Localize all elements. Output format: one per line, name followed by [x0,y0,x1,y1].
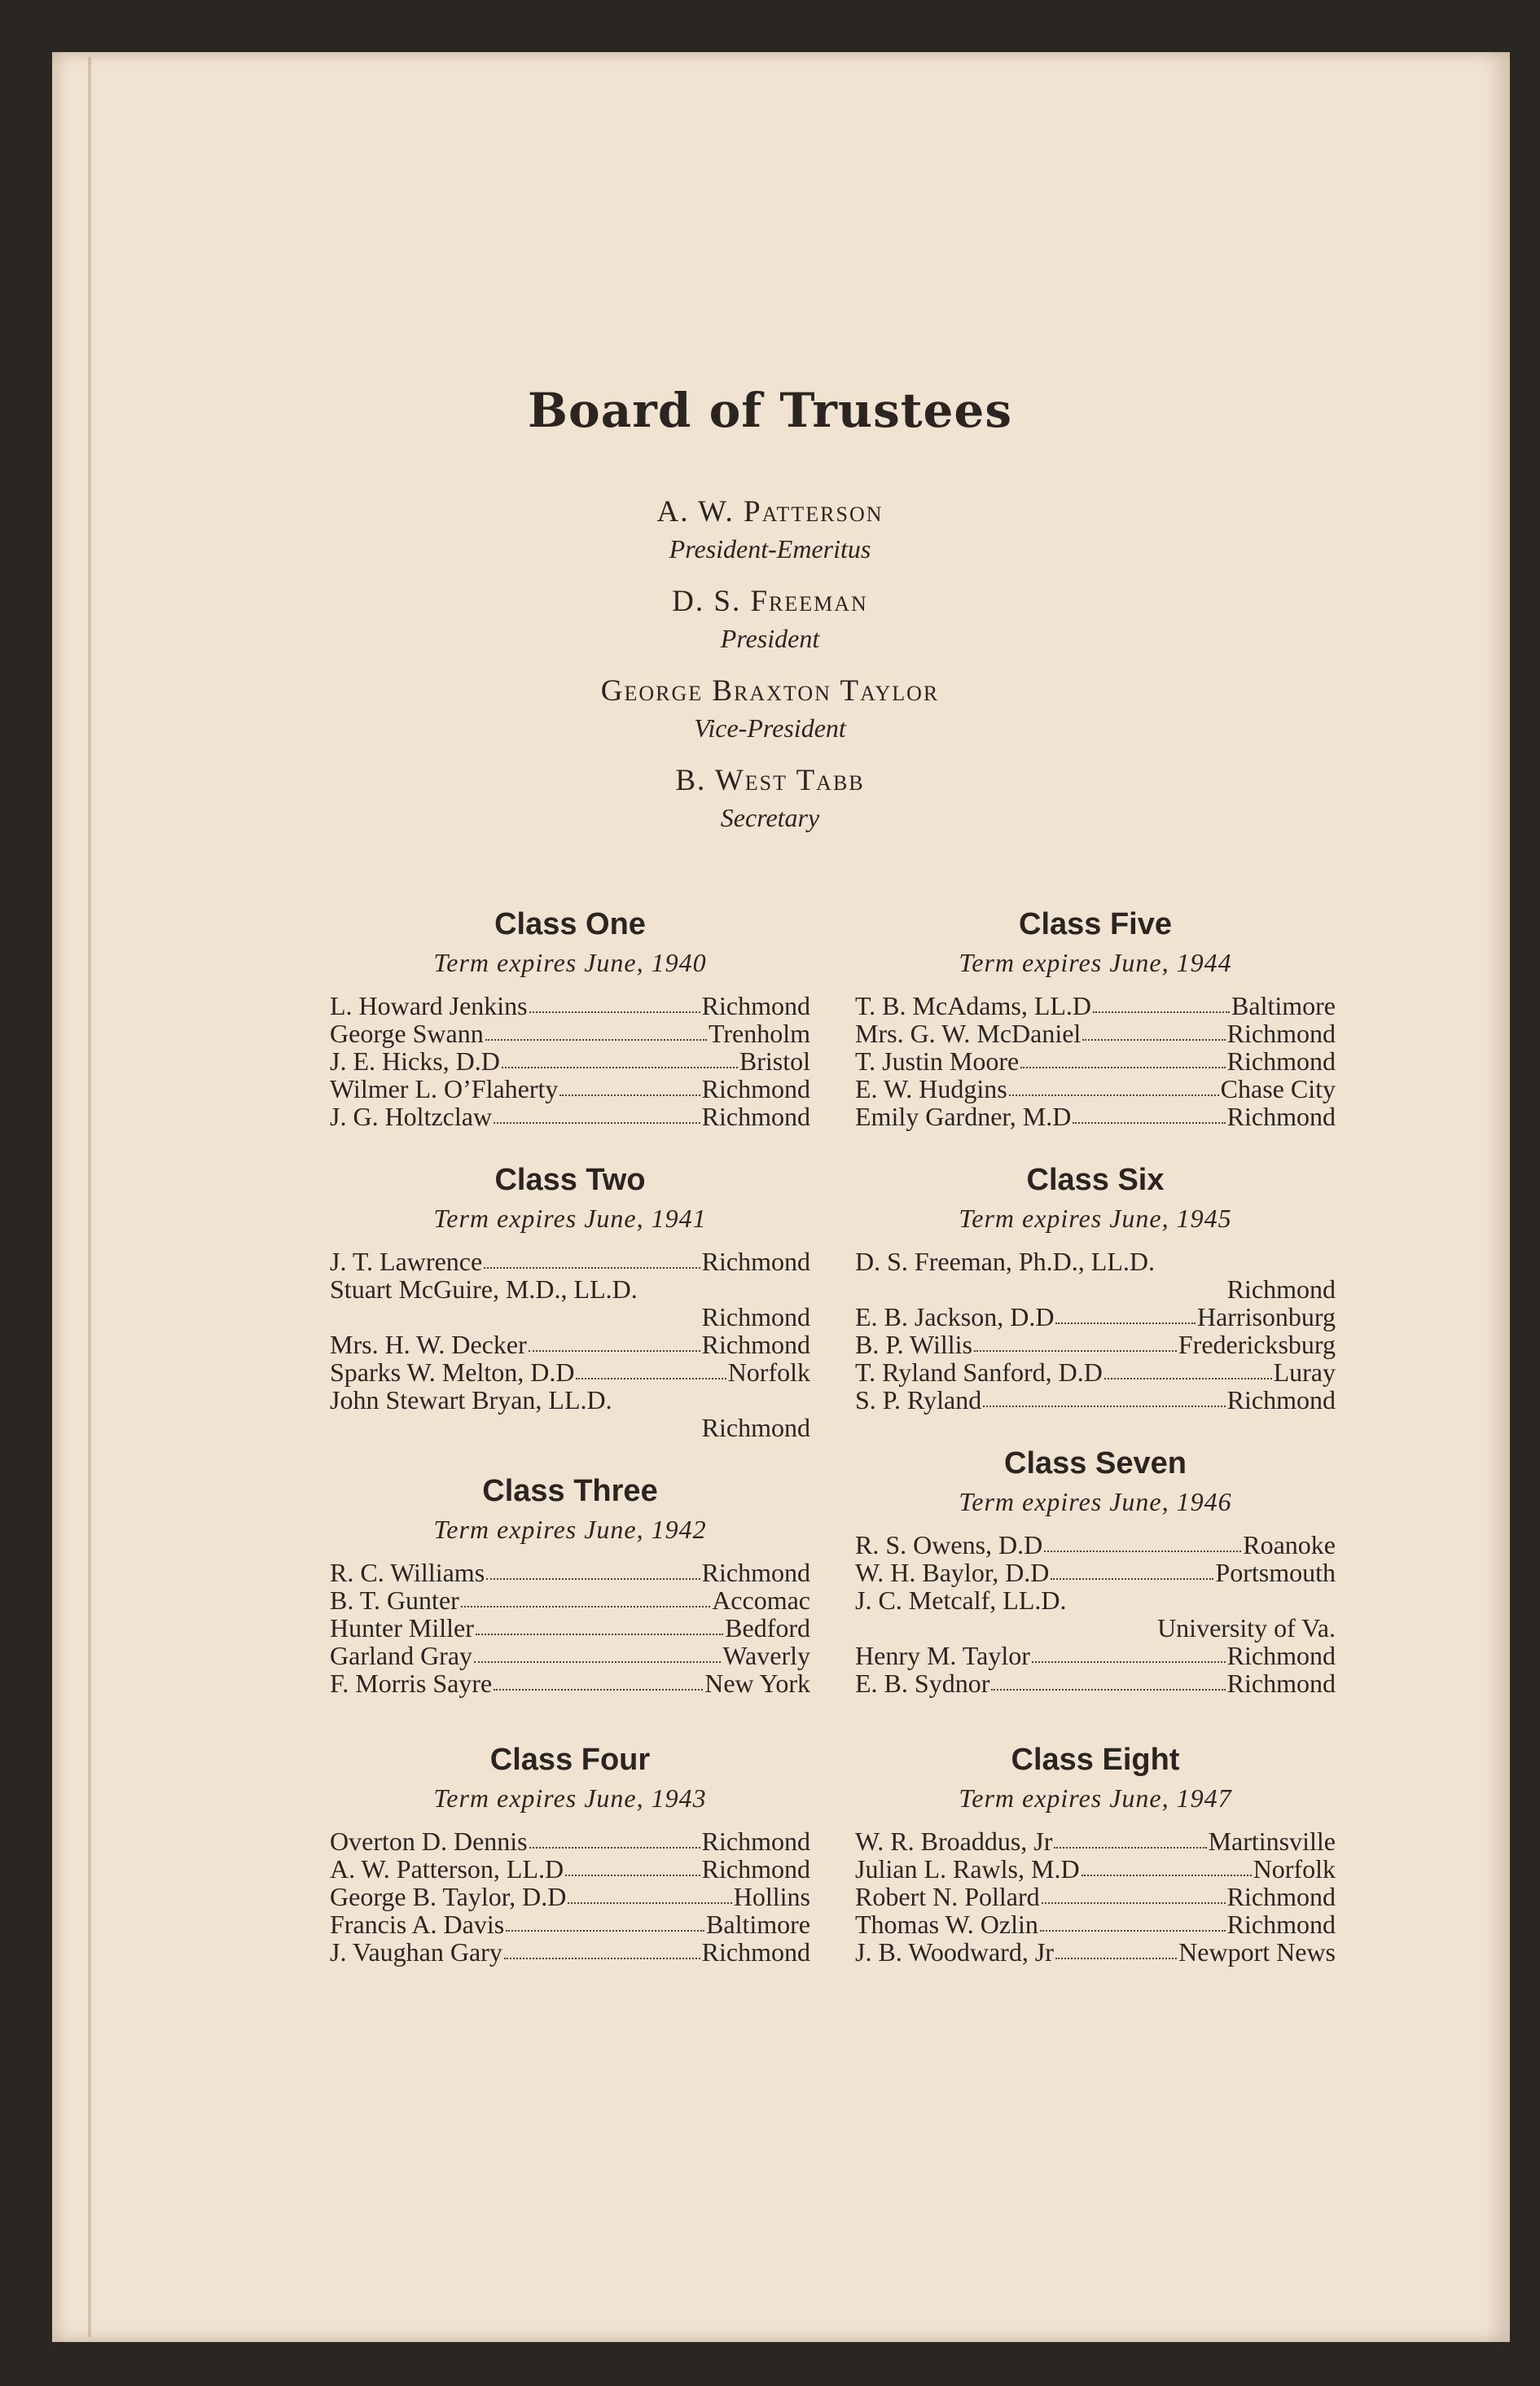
officer-role: President [720,624,820,653]
trustee-city: Newport News [1178,1937,1336,1967]
trustee-name: A. W. Patterson, LL.D [330,1854,564,1884]
trustee-city: Bristol [739,1046,810,1076]
trustee-row [330,1020,810,1047]
trustee-row [330,1331,810,1358]
trustee-row [855,1075,1336,1103]
trustee-name: W. H. Baylor, D.D [855,1558,1050,1587]
trustee-city: Luray [1273,1357,1336,1387]
class-term: Term expires June, 1943 [433,1783,707,1813]
trustee-row [330,992,810,1020]
trustee-city: Richmond [701,1247,810,1276]
trustee-row [855,1827,1336,1855]
leader-dots [576,1378,726,1379]
trustee-row [330,1669,810,1697]
trustee-row [855,1642,1336,1669]
trustee-city: Richmond [701,1302,810,1331]
trustee-row [330,1358,810,1386]
trustee-name: Hunter Miller [330,1613,474,1643]
class-title: Class Five [1019,907,1172,941]
class-title: Class Eight [1011,1743,1180,1777]
leader-dots [1055,1322,1196,1324]
trustee-name: John Stewart Bryan, LL.D. [330,1385,612,1414]
leader-dots [974,1350,1177,1352]
trustee-name: R. C. Williams [330,1558,485,1587]
trustee-city: Richmond [701,1330,810,1359]
left-column [330,904,810,1966]
trustee-name: Thomas W. Ozlin [855,1910,1038,1939]
trustee-city: Richmond [1226,1102,1336,1131]
officer-name: D. S. Freeman [672,585,868,618]
trustee-row [855,1331,1336,1358]
trustee-name: W. R. Broaddus, Jr [855,1827,1053,1856]
class-title: Class Three [482,1474,658,1508]
trustee-city: Norfolk [1253,1854,1336,1884]
trustee-name: E. B. Sydnor [855,1669,990,1698]
leader-dots [1082,1875,1252,1876]
class-eight-block [855,1739,1336,1966]
trustee-name: Garland Gray [330,1641,473,1670]
trustee-city: Richmond [1226,1910,1336,1939]
trustee-name: J. Vaughan Gary [330,1937,502,1967]
trustee-name: Julian L. Rawls, M.D [855,1854,1080,1884]
trustee-city: Roanoke [1243,1530,1336,1559]
trustee-row [855,1586,1336,1642]
trustee-city: Waverly [722,1641,810,1670]
leader-dots [485,1039,707,1041]
leader-dots [1051,1578,1213,1580]
trustee-city: Richmond [1226,1019,1336,1048]
class-term: Term expires June, 1944 [959,948,1232,977]
trustee-city: Baltimore [1231,991,1336,1020]
trustee-name: S. P. Ryland [855,1385,982,1414]
trustee-row [330,1248,810,1275]
trustee-city: Harrisonburg [1196,1302,1336,1331]
trustee-name: Mrs. H. W. Decker [330,1330,527,1359]
trustee-row [330,1586,810,1614]
trustee-name: B. P. Willis [855,1330,972,1359]
officer-role: Secretary [720,803,820,832]
leader-dots [494,1689,703,1691]
trustee-name: T. Ryland Sanford, D.D [855,1357,1103,1387]
trustee-row [855,1531,1336,1559]
trustee-row [855,1559,1336,1586]
leader-dots [1020,1067,1226,1068]
leader-dots [1042,1902,1226,1904]
class-six-block [855,1160,1336,1414]
right-column [855,904,1336,1966]
class-two-block [330,1160,810,1441]
trustee-name: George Swann [330,1019,484,1048]
trustee-name: Emily Gardner, M.D [855,1102,1072,1131]
trustee-row [330,1275,810,1331]
trustee-city: Richmond [701,1854,810,1884]
trustee-row [330,1103,810,1130]
trustee-city: Richmond [1226,1046,1336,1076]
leader-dots [529,1847,700,1849]
trustee-row [855,992,1336,1020]
leader-dots [1073,1122,1225,1124]
trustee-row [855,1248,1336,1303]
trustee-name: George B. Taylor, D.D [330,1882,567,1911]
trustee-name: J. E. Hicks, D.D [330,1046,500,1076]
class-term: Term expires June, 1947 [959,1783,1232,1813]
trustee-city: Bedford [725,1613,810,1643]
trustee-city: Richmond [1226,1882,1336,1911]
leader-dots [504,1958,700,1959]
trustee-row [855,1883,1336,1910]
class-title: Class Seven [1004,1446,1187,1480]
trustee-row [330,1614,810,1642]
officer [0,761,1540,835]
class-title: Class Six [1026,1163,1165,1197]
leader-dots [486,1578,700,1580]
officer-name: George Braxton Taylor [600,674,940,708]
leader-dots [502,1067,738,1068]
class-one-block [330,904,810,1130]
trustee-name: L. Howard Jenkins [330,991,528,1020]
trustee-city: Norfolk [727,1357,810,1387]
trustee-row [855,1358,1336,1386]
leader-dots [1055,1958,1177,1959]
class-title: Class Four [489,1743,651,1777]
class-three-block [330,1471,810,1697]
trustee-row [855,1386,1336,1414]
leader-dots [529,1011,700,1013]
trustee-name: T. B. McAdams, LL.D [855,991,1092,1020]
officer [0,493,1540,566]
trustee-name: J. T. Lawrence [330,1247,483,1276]
trustee-city: Richmond [701,1827,810,1856]
trustee-row [855,1020,1336,1047]
trustee-name: B. T. Gunter [330,1586,459,1615]
trustee-city: New York [704,1669,810,1698]
trustee-name: R. S. Owens, D.D [855,1530,1043,1559]
trustee-row [330,1559,810,1586]
leader-dots [484,1267,700,1269]
trustee-name: Stuart McGuire, M.D., LL.D. [330,1274,638,1304]
class-four-block [330,1739,810,1966]
leader-dots [991,1689,1225,1691]
officer [0,582,1540,656]
trustee-name: J. C. Metcalf, LL.D. [855,1586,1067,1615]
trustee-row [855,1669,1336,1697]
trustee-row [330,1047,810,1075]
leader-dots [529,1350,700,1352]
page-title: Board of Trustees [528,383,1012,438]
class-term: Term expires June, 1942 [433,1515,707,1544]
leader-dots [461,1606,710,1607]
trustee-city: Trenholm [708,1019,810,1048]
leader-dots [1044,1550,1241,1552]
trustee-city: Martinsville [1208,1827,1336,1856]
class-title: Class Two [494,1163,646,1197]
trustee-name: D. S. Freeman, Ph.D., LL.D. [855,1247,1155,1276]
trustee-city: Richmond [701,991,810,1020]
trustee-city: Richmond [701,1074,810,1103]
leader-dots [474,1661,721,1663]
leader-dots [506,1930,704,1932]
class-term: Term expires June, 1946 [959,1487,1232,1516]
class-title: Class One [494,907,646,941]
trustee-city: Baltimore [706,1910,810,1939]
trustee-name: T. Justin Moore [855,1046,1020,1076]
trustee-city: Richmond [701,1558,810,1587]
trustee-name: J. G. Holtzclaw [330,1102,493,1131]
trustee-city: Richmond [701,1102,810,1131]
trustee-city: Portsmouth [1215,1558,1336,1587]
trustee-name: F. Morris Sayre [330,1669,493,1698]
trustee-city: Chase City [1220,1074,1336,1103]
trustee-city: Richmond [701,1413,810,1442]
trustee-row [855,1047,1336,1075]
trustee-name: Robert N. Pollard [855,1882,1040,1911]
officer-name: A. W. Patterson [656,495,884,529]
trustee-row [330,1883,810,1910]
leader-dots [1054,1847,1206,1849]
leader-dots [1032,1661,1226,1663]
leader-dots [1009,1094,1219,1096]
trustee-name: Mrs. G. W. McDaniel [855,1019,1082,1048]
trustee-city: Richmond [1226,1641,1336,1670]
trustee-name: Overton D. Dennis [330,1827,528,1856]
trustee-city: Fredericksburg [1178,1330,1336,1359]
trustee-city: University of Va. [1157,1613,1336,1643]
trustee-row [330,1386,810,1441]
officer-role: President-Emeritus [669,534,871,564]
leader-dots [1093,1011,1230,1013]
leader-dots [1040,1930,1226,1932]
trustee-row [855,1855,1336,1883]
trustee-row [855,1938,1336,1966]
class-seven-block [855,1443,1336,1697]
trustee-row [330,1855,810,1883]
leader-dots [476,1634,723,1635]
officer-name: B. West Tabb [675,764,865,797]
trustee-row [855,1103,1336,1130]
leader-dots [494,1122,700,1124]
trustee-row [330,1938,810,1966]
trustee-name: Henry M. Taylor [855,1641,1030,1670]
leader-dots [1104,1378,1272,1379]
trustee-name: J. B. Woodward, Jr [855,1937,1054,1967]
officers-list [0,493,1540,851]
officer [0,672,1540,745]
leader-dots [568,1902,731,1904]
class-term: Term expires June, 1945 [959,1204,1232,1233]
trustee-name: Francis A. Davis [330,1910,505,1939]
trustee-row [855,1910,1336,1938]
trustee-city: Richmond [1226,1385,1336,1414]
trustee-row [330,1827,810,1855]
trustee-city: Richmond [1226,1274,1336,1304]
leader-dots [559,1094,700,1096]
trustee-name: Sparks W. Melton, D.D [330,1357,575,1387]
trustee-name: E. B. Jackson, D.D [855,1302,1055,1331]
trustee-city: Accomac [712,1586,810,1615]
trustee-name: Wilmer L. O’Flaherty [330,1074,559,1103]
leader-dots [1082,1039,1225,1041]
class-term: Term expires June, 1940 [433,948,707,977]
class-term: Term expires June, 1941 [433,1204,707,1233]
trustee-city: Richmond [701,1937,810,1967]
trustee-city: Richmond [1226,1669,1336,1698]
trustee-row [855,1303,1336,1331]
trustee-row [330,1642,810,1669]
trustee-row [330,1910,810,1938]
trustee-row [330,1075,810,1103]
trustee-name: E. W. Hudgins [855,1074,1007,1103]
trustee-city: Hollins [733,1882,810,1911]
leader-dots [565,1875,700,1876]
class-five-block [855,904,1336,1130]
leader-dots [983,1406,1225,1407]
officer-role: Vice-President [694,713,846,743]
